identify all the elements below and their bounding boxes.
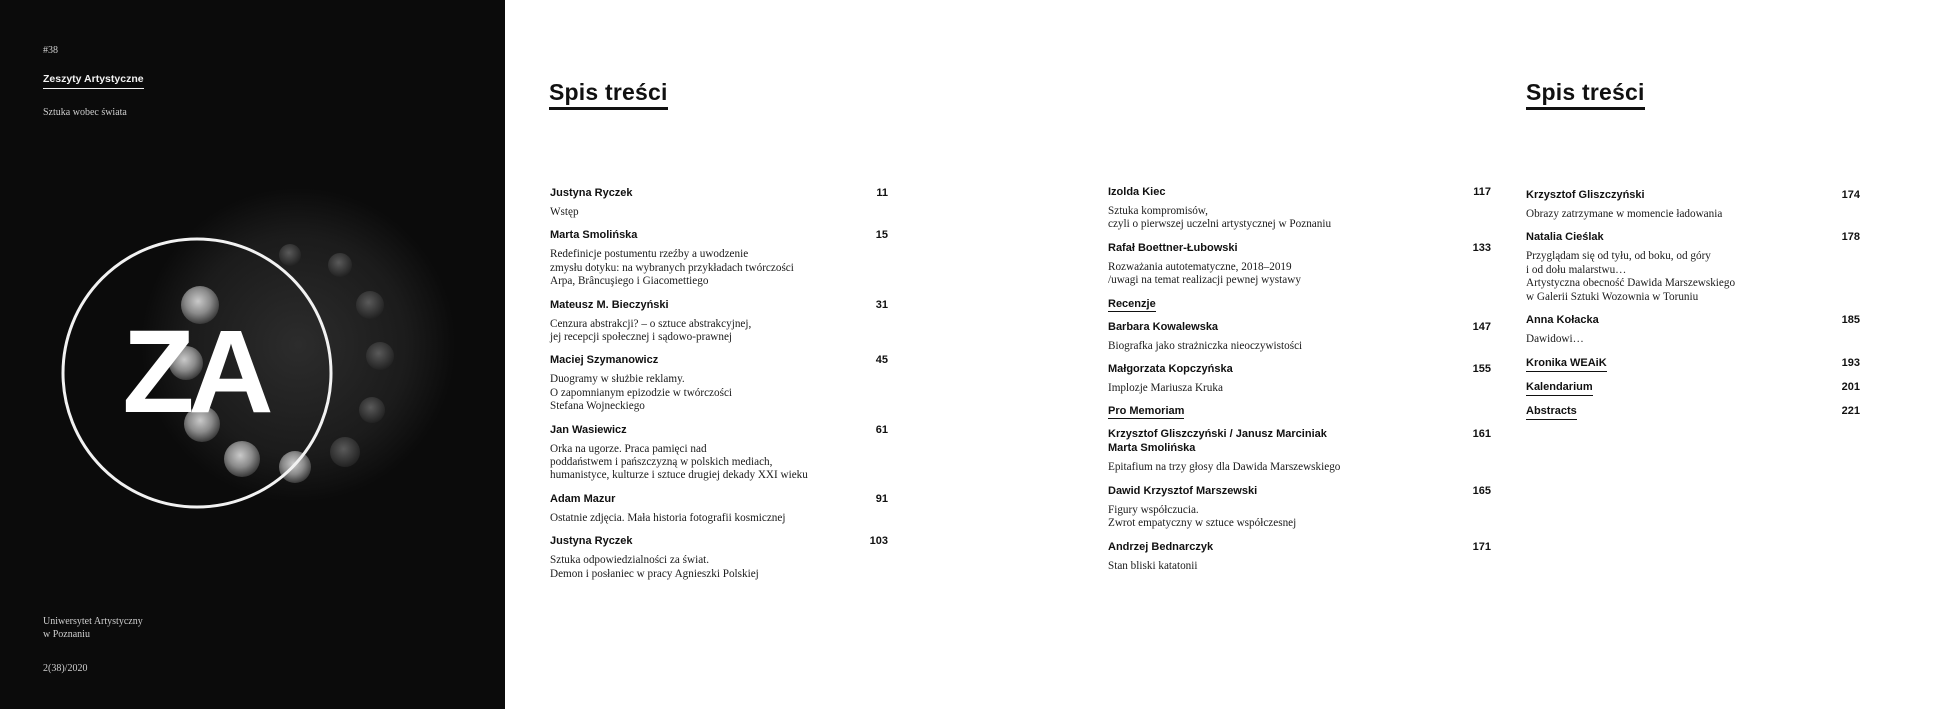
toc-column-middle [1108,185,1491,573]
toc-column-left [550,186,888,581]
za-logo: ZA [122,306,268,438]
journal-name: Zeszyty Artystyczne [43,73,144,89]
toc-entry: Krzysztof Gliszczyński / Janusz Marciniak Marta Smolińska 161 Epitafium na trzy głosy dla Dawida Marszewskiego [1108,428,1491,474]
toc-entry: Adam Mazur 91 Ostatnie zdjęcia. Mała historia fotografii kosmicznej [550,492,888,524]
toc-entry: Dawid Krzysztof Marszewski 165 Figury współczucia. Zwrot empatyczny w sztuce współczesnej [1108,484,1491,530]
toc-page-right [1065,0,1958,709]
section-abstracts: Abstracts 221 [1526,404,1860,420]
toc-entry: Rafał Boettner-Łubowski 133 Rozważania autotematyczne, 2018–2019 /uwagi na temat realizacji pewnej wystawy [1108,241,1491,287]
toc-entry: Justyna Ryczek 11 Wstęp [550,187,888,218]
issue-number: #38 [43,45,58,56]
toc-column-right [1526,188,1860,420]
toc-entry: Krzysztof Gliszczyński 174 Obrazy zatrzymane w momencie ładowania [1526,189,1860,220]
journal-cover [0,0,505,709]
publisher: Uniwersytet Artystyczny w Poznaniu [43,616,143,640]
toc-page-left [505,0,1065,709]
toc-entry: Anna Kołacka 185 Dawidowi… [1526,314,1860,346]
section-reviews: Recenzje [1108,297,1156,310]
section-kalendarium: Kalendarium 201 [1526,380,1860,396]
edition: 2(38)/2020 [43,663,88,674]
toc-entry: Marta Smolińska 15 Redefinicje postumentu rzeźby a uwodzenie zmysłu dotyku: na wybranych przykładach twórczości Arpa, Brâncuşiego i Giacomettiego [550,229,888,288]
toc-entry: Małgorzata Kopczyńska 155 Implozje Mariusza Kruka [1108,363,1491,395]
section-pro-memoriam: Pro Memoriam [1108,405,1185,418]
section-kronika: Kronika WEAiK 193 [1526,356,1860,372]
toc-entry: Justyna Ryczek 103 Sztuka odpowiedzialności za świat. Demon i posłaniec w pracy Agnieszki Polskiej [550,535,888,580]
toc-entry: Barbara Kowalewska 147 Biografka jako strażniczka nieoczywistości [1108,320,1491,352]
toc-entry: Jan Wasiewicz 61 Orka na ugorze. Praca pamięci nad poddaństwem i pańszczyzną w polskich mediach, humanistyce, kulturze i sztuce drugiej dekady XXI wieku [550,423,888,482]
toc-entry: Natalia Cieślak 178 Przyglądam się od tyłu, od boku, od góry i od dołu malarstwu… Artystyczna obecność Dawida Marszewskiego w Galerii Sztuki Wozownia w Toruniu [1526,231,1860,303]
toc-entry: Izolda Kiec 117 Sztuka kompromisów, czyli o pierwszej uczelni artystycznej w Poznaniu [1108,186,1491,231]
toc-title-repeat: Spis treści [1526,80,1645,110]
toc-title: Spis treści [549,80,668,110]
toc-entry: Maciej Szymanowicz 45 Duogramy w służbie reklamy. O zapomnianym epizodzie w twórczości Stefana Wojneckiego [550,354,888,413]
toc-entry: Andrzej Bednarczyk 171 Stan bliski katatonii [1108,540,1491,572]
cover-artwork [0,0,505,709]
journal-subtitle: Sztuka wobec świata [43,107,127,118]
toc-entry: Mateusz M. Bieczyński 31 Cenzura abstrakcji? – o sztuce abstrakcyjnej, jej recepcji społecznej i sądowo-prawnej [550,298,888,344]
